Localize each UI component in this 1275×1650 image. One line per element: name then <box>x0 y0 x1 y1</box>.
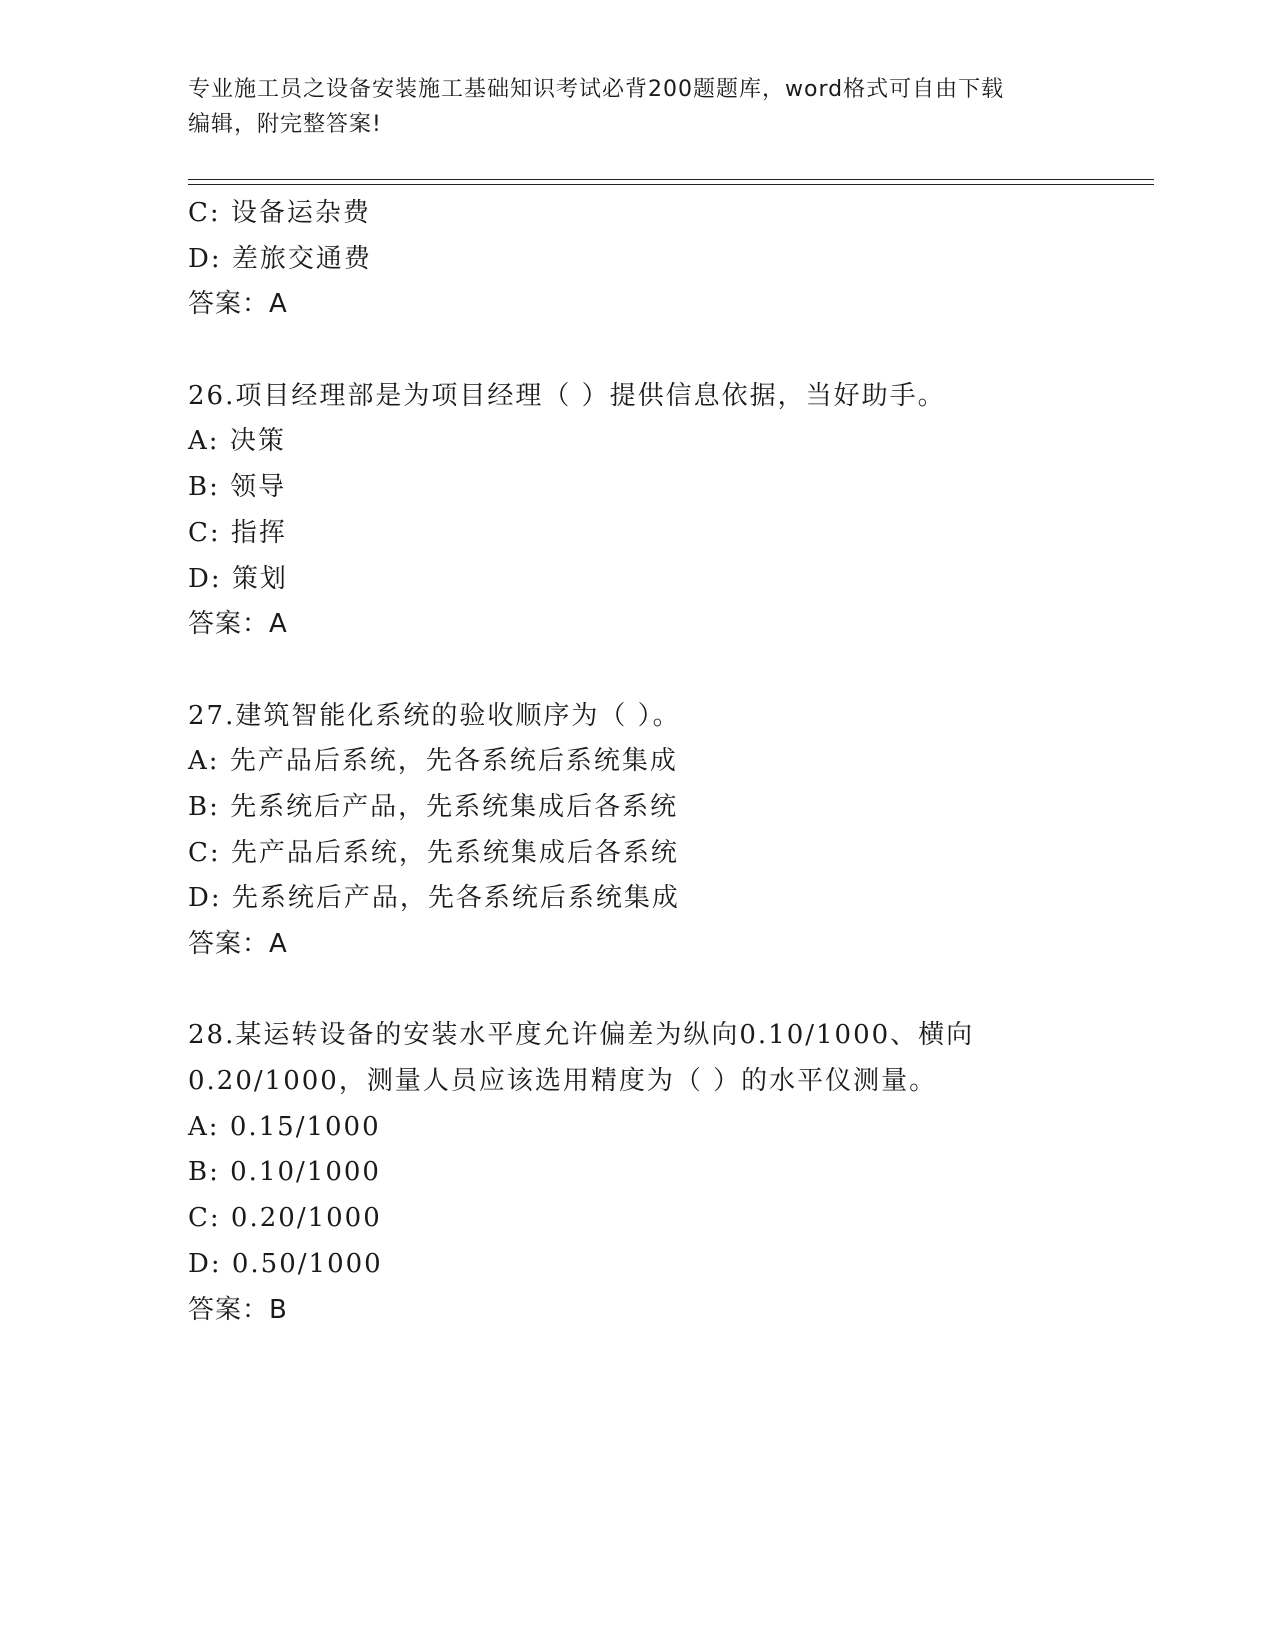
spacer <box>188 328 1154 374</box>
option-text: 差旅交通费 <box>231 243 372 274</box>
question-25-continued <box>188 191 1154 328</box>
option-b <box>188 785 1154 831</box>
answer-line: 答案：A <box>188 929 288 959</box>
question-stem: 26.项目经理部是为项目经理（ ）提供信息依据，当好助手。 <box>188 380 946 411</box>
answer-line: 答案：B <box>188 1294 288 1325</box>
option-letter: B: <box>188 472 220 503</box>
option-text: 先系统后产品，先各系统后系统集成 <box>231 883 680 914</box>
option-c <box>188 831 1154 877</box>
option-letter: D: <box>188 563 222 594</box>
option-c <box>188 511 1154 557</box>
option-letter: D: <box>188 883 222 914</box>
answer-line: 答案：A <box>188 609 288 640</box>
option-text: 0.15/1000 <box>229 1111 381 1142</box>
option-c <box>188 191 1154 237</box>
option-text: 先产品后系统，先系统集成后各系统 <box>230 837 679 868</box>
header-divider-bottom <box>188 184 1154 185</box>
option-b <box>188 1150 1154 1196</box>
option-text: 0.20/1000 <box>230 1203 382 1234</box>
spacer <box>188 968 1154 1014</box>
option-letter: A: <box>188 746 220 777</box>
option-c <box>188 1196 1154 1242</box>
question-list <box>188 191 1154 1333</box>
option-letter: C: <box>188 517 221 548</box>
question-stem-line-2: 0.20/1000，测量人员应该选用精度为（ ）的水平仪测量。 <box>188 1066 938 1097</box>
option-text: 0.10/1000 <box>230 1157 381 1188</box>
question-stem: 27.建筑智能化系统的验收顺序为（ ）。 <box>188 700 681 731</box>
header-line-1: 专业施工员之设备安装施工基础知识考试必背200题题库，word格式可自由下载 <box>188 77 1005 102</box>
option-letter: D: <box>188 1248 222 1279</box>
question-stem-line-1: 28.某运转设备的安装水平度允许偏差为纵向0.10/1000、横向 <box>188 1020 975 1051</box>
question-27 <box>188 694 1154 968</box>
option-a <box>188 419 1154 465</box>
option-text: 先系统后产品，先系统集成后各系统 <box>230 791 679 822</box>
option-text: 先产品后系统，先各系统后系统集成 <box>229 746 678 777</box>
option-a <box>188 739 1154 785</box>
option-letter: C: <box>188 1203 221 1234</box>
option-text: 决策 <box>229 426 286 457</box>
option-d <box>188 237 1154 283</box>
option-letter: B: <box>188 791 220 822</box>
option-letter: D: <box>188 243 222 274</box>
option-letter: C: <box>188 837 221 868</box>
option-d <box>188 557 1154 603</box>
question-26 <box>188 374 1154 648</box>
answer-line: 答案：A <box>188 289 288 320</box>
option-d <box>188 1242 1154 1288</box>
option-letter: C: <box>188 198 221 228</box>
document-header <box>188 72 1088 142</box>
option-b <box>188 465 1154 511</box>
option-text: 策划 <box>231 563 288 594</box>
question-28 <box>188 1013 1154 1333</box>
option-letter: B: <box>188 1157 220 1188</box>
option-letter: A: <box>188 1111 220 1142</box>
option-a <box>188 1105 1154 1151</box>
option-text: 设备运杂费 <box>230 198 371 228</box>
header-divider-top <box>188 179 1154 180</box>
option-letter: A: <box>188 426 220 457</box>
option-text: 领导 <box>230 472 287 503</box>
option-text: 指挥 <box>230 517 287 548</box>
option-text: 0.50/1000 <box>231 1248 383 1279</box>
header-line-2: 编辑，附完整答案! <box>188 112 382 137</box>
spacer <box>188 648 1154 694</box>
option-d <box>188 876 1154 922</box>
